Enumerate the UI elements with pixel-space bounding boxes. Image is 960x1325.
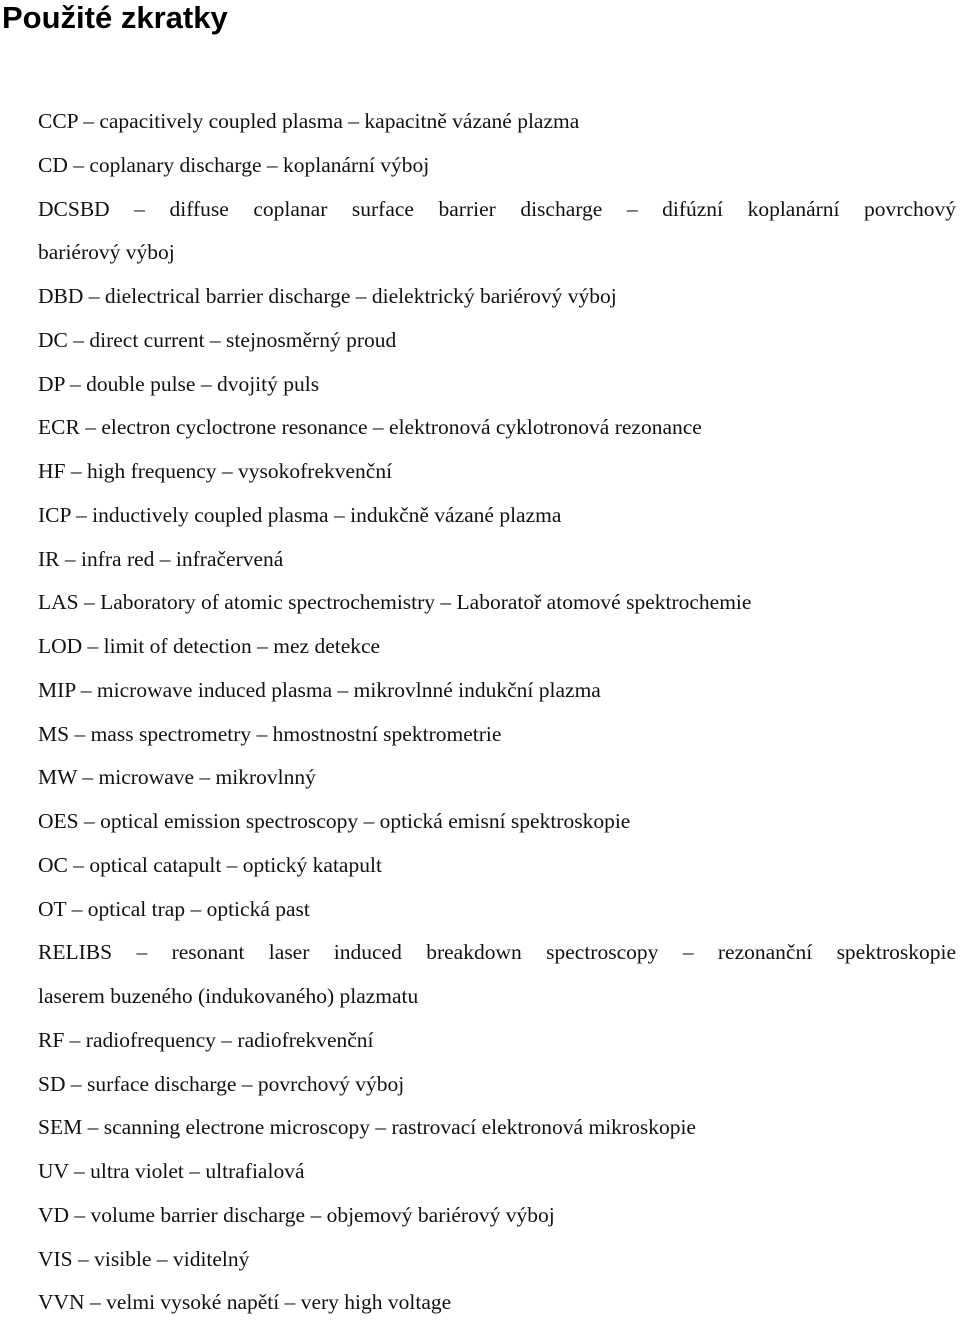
abbreviation-line: IR – infra red – infračervená: [38, 546, 284, 571]
abbreviation-line: VD – volume barrier discharge – objemový bariérový výboj: [38, 1202, 555, 1227]
abbreviation-line: SD – surface discharge – povrchový výboj: [38, 1071, 405, 1096]
abbreviation-line: DCSBD – diffuse coplanar surface barrier discharge – difúzní koplanární povrchový: [38, 196, 956, 221]
abbreviation-line: MS – mass spectrometry – hmostnostní spektrometrie: [38, 721, 502, 746]
abbreviation-line: RF – radiofrequency – radiofrekvenční: [38, 1027, 374, 1052]
abbreviation-line: ECR – electron cycloctrone resonance – elektronová cyklotronová rezonance: [38, 415, 702, 440]
abbreviation-line: ICP – inductively coupled plasma – indukčně vázané plazma: [38, 502, 562, 527]
abbreviation-line-continuation: bariérový výboj: [38, 240, 175, 265]
abbreviation-list: [38, 100, 956, 1325]
abbreviation-line: CCP – capacitively coupled plasma – kapacitně vázané plazma: [38, 109, 580, 133]
abbreviation-line: VVN – velmi vysoké napětí – very high voltage: [38, 1290, 452, 1315]
abbreviation-line: LAS – Laboratory of atomic spectrochemistry – Laboratoř atomové spektrochemie: [38, 590, 752, 615]
abbreviation-line: MW – microwave – mikrovlnný: [38, 765, 316, 790]
abbreviation-line: DBD – dielectrical barrier discharge – dielektrický bariérový výboj: [38, 284, 617, 308]
abbreviation-line: HF – high frequency – vysokofrekvenční: [38, 459, 393, 483]
abbreviation-line: VIS – visible – viditelný: [38, 1246, 250, 1271]
abbreviation-line: LOD – limit of detection – mez detekce: [38, 634, 381, 658]
abbreviation-line: SEM – scanning electrone microscopy – rastrovací elektronová mikroskopie: [38, 1115, 696, 1140]
page-title: Použité zkratky: [2, 0, 228, 35]
abbreviation-line-continuation: laserem buzeného (indukovaného) plazmatu: [38, 984, 419, 1008]
abbreviation-line: OT – optical trap – optická past: [38, 896, 310, 921]
abbreviation-line: DP – double pulse – dvojitý puls: [38, 371, 320, 396]
abbreviation-line: CD – coplanary discharge – koplanární výboj: [38, 152, 430, 177]
abbreviation-line: OC – optical catapult – optický katapult: [38, 852, 382, 877]
abbreviation-line: MIP – microwave induced plasma – mikrovlnné indukční plazma: [38, 677, 601, 702]
abbreviation-line: RELIBS – resonant laser induced breakdown spectroscopy – rezonanční spektroskopie: [38, 940, 956, 965]
abbreviation-line: OES – optical emission spectroscopy – optická emisní spektroskopie: [38, 809, 631, 833]
abbreviation-line: DC – direct current – stejnosměrný proud: [38, 327, 397, 352]
abbreviation-line: UV – ultra violet – ultrafialová: [38, 1159, 305, 1183]
